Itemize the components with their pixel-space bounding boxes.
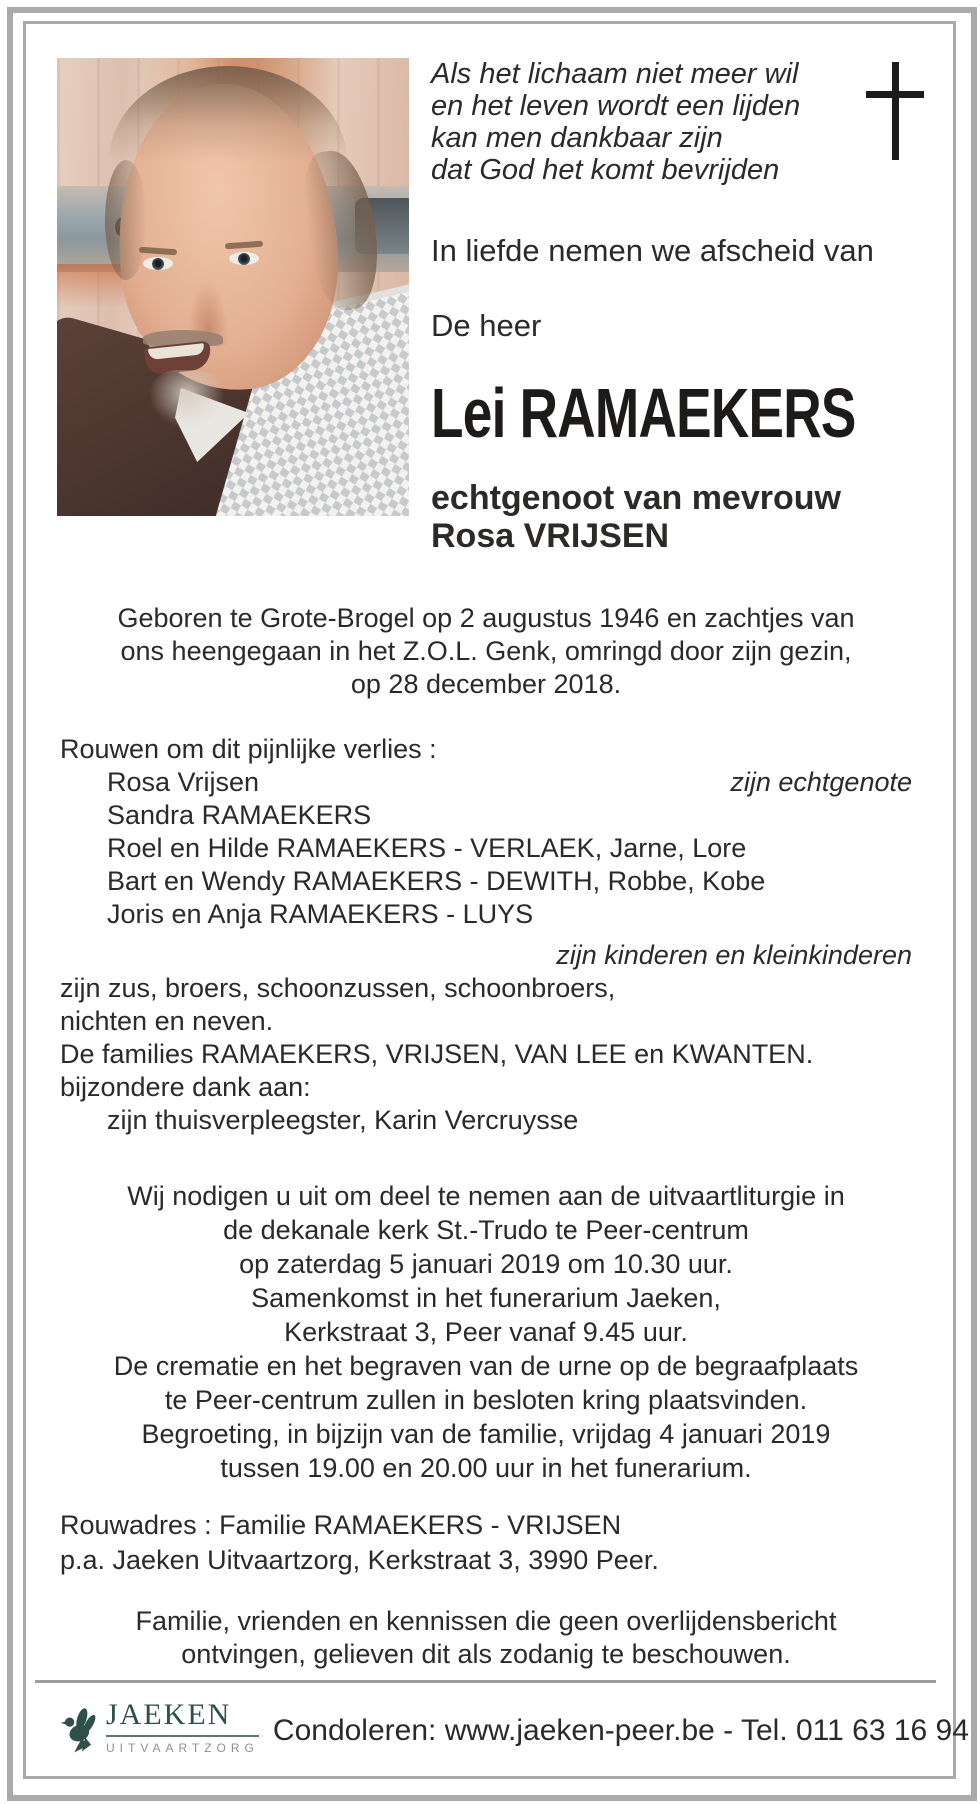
logo-subtitle: UITVAARTZORG bbox=[106, 1741, 259, 1755]
mourner-name: Joris en Anja RAMAEKERS - LUYS bbox=[107, 899, 534, 929]
extended-family-line: zijn zus, broers, schoonzussen, schoonbroers, bbox=[60, 973, 616, 1003]
group-relation: zijn kinderen en kleinkinderen bbox=[556, 940, 912, 970]
life-dates-line: ons heengegaan in het Z.O.L. Genk, omringd door zijn gezin, bbox=[120, 636, 852, 666]
notice-line: ontvingen, gelieven dit als zodanig te beschouwen. bbox=[181, 1639, 791, 1669]
mourning-heading: Rouwen om dit pijnlijke verlies : bbox=[60, 734, 437, 764]
ceremony-line: Wij nodigen u uit om deel te nemen aan de uitvaartliturgie in bbox=[127, 1181, 845, 1211]
dove-icon bbox=[60, 1702, 102, 1754]
ceremony-line: te Peer-centrum zullen in besloten kring plaatsvinden. bbox=[164, 1385, 808, 1415]
ceremony-line: tussen 19.00 en 20.00 uur in het funerarium. bbox=[220, 1453, 752, 1483]
mourner-name: Sandra RAMAEKERS bbox=[107, 800, 372, 830]
mourner-name: Bart en Wendy RAMAEKERS - DEWITH, Robbe, Kobe bbox=[107, 866, 766, 896]
mourning-address-line: Rouwadres : Familie RAMAEKERS - VRIJSEN bbox=[60, 1510, 622, 1540]
notification-notice bbox=[60, 1605, 912, 1671]
header bbox=[60, 24, 912, 590]
extended-family-line: De families RAMAEKERS, VRIJSEN, VAN LEE en KWANTEN. bbox=[60, 1039, 814, 1069]
extended-family-line: nichten en neven. bbox=[60, 1006, 274, 1036]
salutation: De heer bbox=[431, 308, 542, 343]
portrait-goatee bbox=[149, 370, 225, 428]
funeral-home-logo bbox=[106, 1698, 259, 1755]
logo-name: JAEKEN bbox=[106, 1698, 259, 1737]
deceased-name: Lei RAMAEKERS bbox=[431, 374, 856, 452]
ceremony-details bbox=[60, 1179, 912, 1485]
mourning-address bbox=[60, 1508, 912, 1578]
mourning-row bbox=[60, 766, 912, 799]
spouse-line bbox=[431, 479, 917, 555]
poem-line: en het leven wordt een lijden bbox=[431, 90, 801, 122]
farewell-intro: In liefde nemen we afscheid van bbox=[431, 233, 874, 268]
special-thanks: zijn thuisverpleegster, Karin Vercruysse bbox=[107, 1105, 579, 1135]
ceremony-line: Begroeting, in bijzijn van de familie, vrijdag 4 januari 2019 bbox=[141, 1419, 831, 1449]
portrait-eye bbox=[229, 252, 259, 265]
ceremony-line: op zaterdag 5 januari 2019 om 10.30 uur. bbox=[239, 1249, 733, 1279]
portrait-hair bbox=[105, 160, 147, 280]
portrait-photo bbox=[57, 58, 409, 516]
poem-line: kan men dankbaar zijn bbox=[431, 122, 723, 154]
ceremony-line: De crematie en het begraven van de urne op de begraafplaats bbox=[113, 1351, 859, 1381]
ceremony-line: Samenkomst in het funerarium Jaeken, bbox=[251, 1283, 721, 1313]
extended-family-line: bijzondere dank aan: bbox=[60, 1072, 311, 1102]
life-dates bbox=[60, 602, 912, 701]
footer-divider bbox=[35, 1680, 936, 1683]
poem bbox=[431, 58, 917, 186]
content bbox=[60, 24, 969, 1755]
condolence-contact-line: Condoleren: www.jaeken-peer.be - Tel. 011 63 16 94 bbox=[272, 1714, 969, 1747]
ceremony-line: Kerkstraat 3, Peer vanaf 9.45 uur. bbox=[284, 1317, 688, 1347]
mourning-address-line: p.a. Jaeken Uitvaartzorg, Kerkstraat 3, 3990 Peer. bbox=[60, 1545, 659, 1575]
notice-line: Familie, vrienden en kennissen die geen overlijdensbericht bbox=[135, 1606, 837, 1636]
poem-line: Als het lichaam niet meer wil bbox=[431, 58, 799, 90]
spouse-name: Rosa VRIJSEN bbox=[431, 517, 670, 555]
header-text-column bbox=[431, 58, 917, 555]
mourning-list bbox=[60, 733, 912, 1137]
portrait-hair bbox=[109, 66, 347, 162]
ceremony-line: de dekanale kerk St.-Trudo te Peer-centrum bbox=[223, 1215, 749, 1245]
spouse-prefix: echtgenoot van mevrouw bbox=[431, 479, 841, 517]
portrait-eye bbox=[143, 257, 173, 270]
mourner-relation: zijn echtgenote bbox=[730, 767, 912, 797]
life-dates-line: Geboren te Grote-Brogel op 2 augustus 1946 en zachtjes van bbox=[117, 603, 855, 633]
poem-line: dat God het komt bevrijden bbox=[431, 154, 780, 186]
mourner-name: Rosa Vrijsen bbox=[107, 767, 260, 797]
life-dates-line: op 28 december 2018. bbox=[350, 669, 622, 699]
mourner-name: Roel en Hilde RAMAEKERS - VERLAEK, Jarne, Lore bbox=[107, 833, 747, 863]
footer bbox=[60, 1698, 969, 1755]
